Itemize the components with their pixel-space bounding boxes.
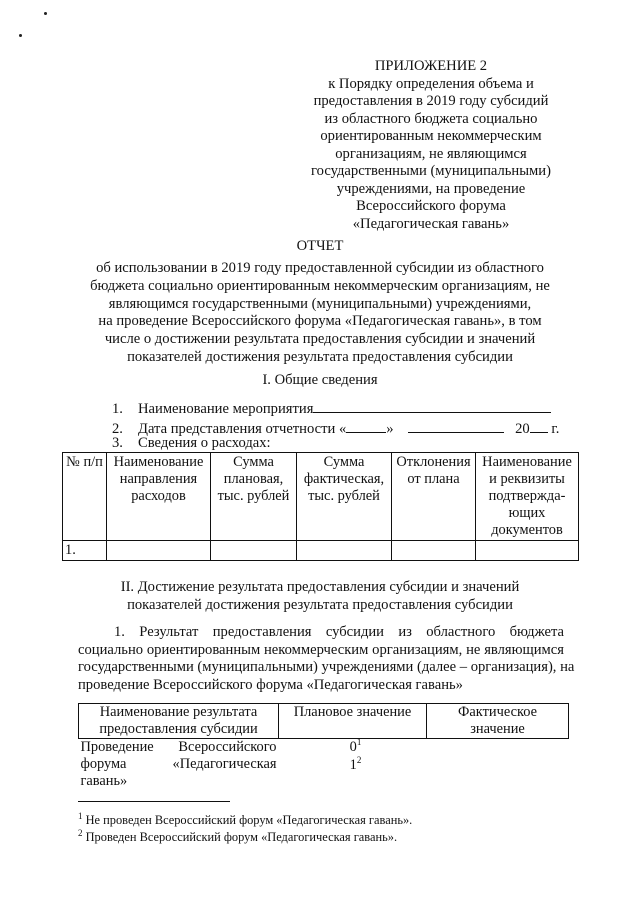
section-2-title-line: II. Достижение результата предоставления субсидии и значений	[120, 579, 520, 595]
footnote-text: Не проведен Всероссийский форум «Педагогическая гавань».	[85, 813, 413, 827]
result-name-cell	[79, 739, 279, 791]
footnote-ref[interactable]: 2	[356, 755, 362, 766]
col-header-number: № п/п	[63, 453, 107, 541]
result-name-line: гавань»	[80, 773, 128, 789]
info-item-expenses	[112, 435, 271, 451]
paragraph-line: социально ориентированным некоммерческим организациям, не являющимся	[78, 641, 564, 658]
paragraph-line: государственными (муниципальными) учреждениями (далее – организация), на	[78, 659, 575, 675]
item-label: Дата представления отчетности «	[138, 421, 347, 437]
year-blank[interactable]	[530, 418, 548, 433]
appendix-line: к Порядку определения объема и	[328, 75, 534, 92]
footnote-mark: 2	[78, 827, 83, 838]
quote-close: »	[386, 421, 394, 437]
col-header-documents: Наименование и реквизиты подтвержда-ющих документов	[476, 453, 579, 541]
table-row	[63, 541, 579, 561]
appendix-line: учреждениями, на проведение	[336, 180, 526, 197]
appendix-line: государственными (муниципальными)	[311, 163, 551, 179]
table-cell[interactable]	[211, 541, 297, 561]
plan-value: $1^2$	[349, 755, 362, 773]
table-header-row	[79, 704, 569, 739]
paragraph-line: проведение Всероссийского форума «Педагогическая гавань»	[78, 676, 463, 693]
appendix-title: ПРИЛОЖЕНИЕ 2	[374, 58, 488, 74]
expenses-table	[62, 452, 579, 561]
appendix-line: предоставления в 2019 году субсидий	[313, 93, 549, 109]
table-cell[interactable]	[476, 541, 579, 561]
result-paragraph	[78, 624, 575, 694]
section-2-title	[70, 579, 570, 615]
subtitle-line: являющимся государственными (муниципальными) учреждениями,	[108, 295, 532, 312]
appendix-line: организациям, не являющимся	[335, 145, 527, 162]
appendix-line: ориентированным некоммерческим	[320, 128, 542, 144]
footnote-divider	[78, 801, 230, 802]
scan-speck	[44, 12, 47, 15]
cell-number: 1.	[63, 541, 107, 561]
footnote-mark: 1	[78, 810, 83, 821]
report-subtitle	[60, 260, 580, 367]
col-header-actual-sum: Сумма фактическая, тыс. рублей	[297, 453, 392, 541]
result-name-line: Проведение Всероссийского	[80, 739, 277, 755]
subtitle-line: бюджета социально ориентированным некоммерческим организациям, не	[90, 277, 550, 294]
item-number: 3.	[112, 435, 123, 451]
event-name-blank[interactable]	[313, 398, 551, 413]
actual-value-cell[interactable]	[427, 739, 569, 791]
footnote-text: Проведен Всероссийский форум «Педагогическая гавань».	[85, 830, 398, 844]
result-name-line: форума «Педагогическая	[80, 756, 277, 772]
year-prefix: 20	[515, 421, 530, 437]
item-label: Сведения о расходах:	[138, 435, 271, 451]
table-cell[interactable]	[392, 541, 476, 561]
col-header-planned-sum: Сумма плановая, тыс. рублей	[211, 453, 297, 541]
col-header-plan-value: Плановое значение	[279, 704, 427, 739]
col-header-deviation: Отклонения от плана	[392, 453, 476, 541]
subtitle-line: показателей достижения результата предоставления субсидии	[127, 348, 513, 365]
subtitle-line: об использовании в 2019 году предоставленной субсидии из областного	[96, 260, 544, 276]
year-suffix: г.	[551, 421, 560, 437]
footnote-ref[interactable]: 1	[356, 737, 362, 748]
table-cell[interactable]	[107, 541, 211, 561]
subtitle-line: числе о достижении результата предоставления субсидии и значений	[104, 331, 536, 348]
item-number: 2.	[112, 421, 123, 437]
paragraph-line: 1. Результат предоставления субсидии из областного бюджета	[114, 624, 564, 640]
table-row	[79, 739, 569, 791]
plan-value: $0^1$	[349, 737, 362, 755]
section-1-title: I. Общие сведения	[262, 372, 378, 388]
appendix-line: из областного бюджета социально	[324, 110, 538, 127]
report-title: ОТЧЕТ	[296, 238, 344, 254]
footnote	[78, 829, 397, 845]
footnote	[78, 812, 412, 828]
col-header-result-name: Наименование результата предоставления субсидии	[79, 704, 279, 739]
item-label: Наименование мероприятия	[138, 401, 314, 417]
col-header-actual-value: Фактическое значение	[427, 704, 569, 739]
col-header-direction: Наименование направления расходов	[107, 453, 211, 541]
result-table	[78, 703, 569, 790]
appendix-line: Всероссийского форума	[356, 198, 506, 214]
appendix-line: «Педагогическая гавань»	[352, 215, 510, 232]
item-number: 1.	[112, 401, 123, 417]
month-blank[interactable]	[408, 418, 504, 433]
info-item-event-name	[112, 398, 551, 417]
appendix-header	[300, 58, 562, 233]
plan-value-cell	[279, 739, 427, 791]
subtitle-line: на проведение Всероссийского форума «Педагогическая гавань», в том	[98, 313, 542, 330]
scan-speck	[19, 34, 22, 37]
section-2-title-line: показателей достижения результата предоставления субсидии	[127, 597, 513, 613]
table-header-row	[63, 453, 579, 541]
day-blank[interactable]	[346, 418, 386, 433]
table-cell[interactable]	[297, 541, 392, 561]
